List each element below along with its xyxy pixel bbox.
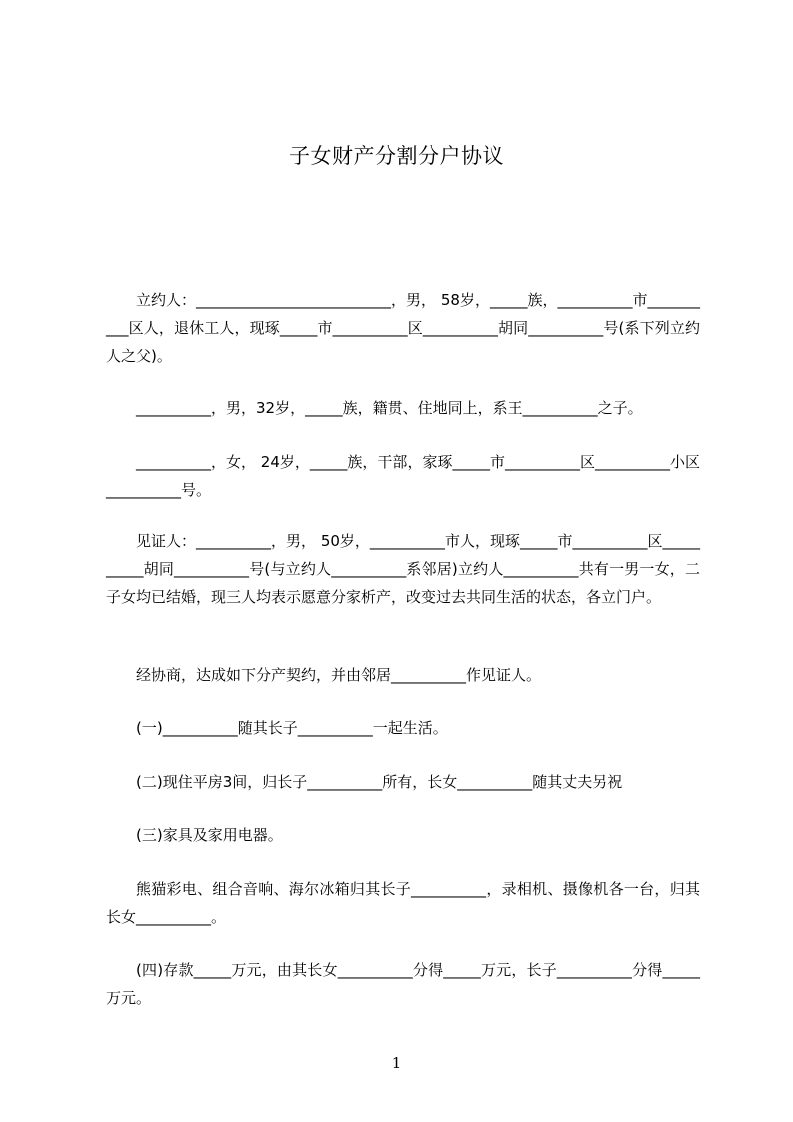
page-number: 1 [391,1054,402,1072]
document-title: 子女财产分割分户协议 [289,144,504,168]
paragraph-witness: 见证人：__________，男， 50岁，__________市人，现琢_____市__________区__________胡同__________号(与立约人__________系邻居)立约人__________共有一男一女，二子女均已结婚，现三人均表示愿意分家析产，改变过去共同生活的状态，各立门户。 [106,532,700,606]
paragraph-party-father: 立约人：__________________________，男， 58岁，_____族，__________市__________区人，退休工人，现琢_____市__________区__________胡同__________号(系下列立约人之父)。 [106,291,700,365]
clause-one: (一)__________随其长子__________一起生活。 [136,719,448,737]
paragraph-party-son: __________，男，32岁，_____族，籍贯、住地同上，系王__________之子。 [136,399,643,417]
paragraph-agreement-intro: 经协商，达成如下分产契约，并由邻居__________作见证人。 [136,666,542,684]
clause-two: (二)现住平房3间，归长子__________所有，长女__________随其丈夫另祝 [136,773,623,791]
clause-four: (四)存款_____万元，由其长女__________分得_____万元，长子__________分得_____万元。 [106,961,700,1007]
clause-three: (三)家具及家用电器。 [136,826,283,844]
paragraph-party-daughter: __________，女， 24岁，_____族，干部，家琢_____市__________区__________小区__________号。 [106,453,700,499]
clause-three-detail: 熊猫彩电、组合音响、海尔冰箱归其长子__________，录相机、摄像机各一台，归其长女__________。 [106,880,700,926]
